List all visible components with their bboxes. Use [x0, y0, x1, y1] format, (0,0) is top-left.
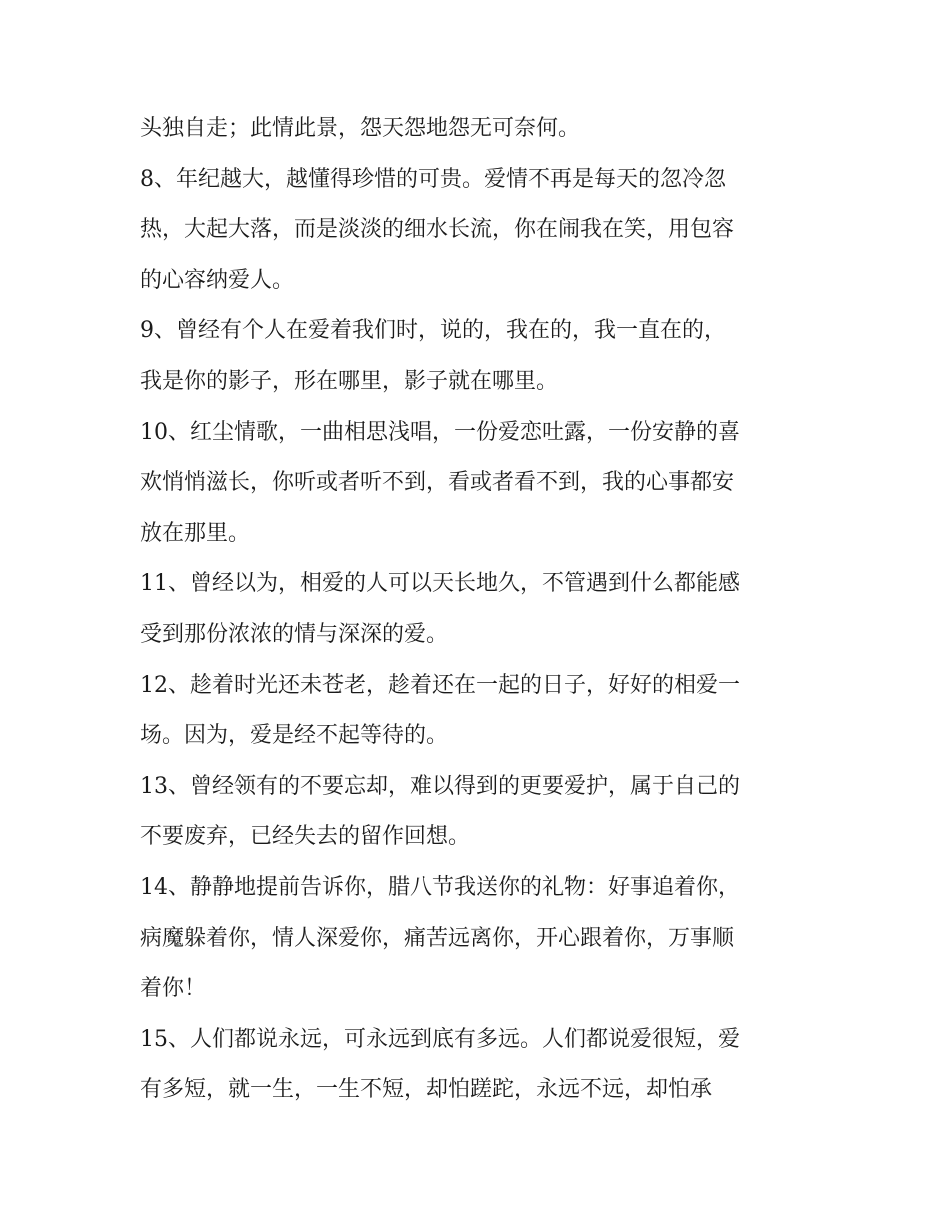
- text-line: 的心容纳爱人。: [140, 267, 295, 293]
- text-line: 欢悄悄滋长，你听或者听不到，看或者看不到，我的心事都安: [140, 470, 735, 496]
- text-line: 头独自走；此情此景，怨天怨地怨无可奈何。: [140, 116, 581, 141]
- text-line: 有多短，就一生，一生不短，却怕蹉跎，永远不远，却怕承: [140, 1077, 713, 1103]
- text-line: 不要废弃，已经失去的留作回想。: [140, 824, 471, 850]
- text-line: 14、静静地提前告诉你，腊八节我送你的礼物：好事追着你，: [140, 874, 740, 900]
- text-line: 15、人们都说永远，可永远到底有多远。人们都说爱很短，爱: [140, 1026, 740, 1052]
- text-line: 场。因为，爱是经不起等待的。: [140, 723, 449, 749]
- text-line: 受到那份浓浓的情与深深的爱。: [140, 621, 449, 647]
- text-line: 10、红尘情歌，一曲相思浅唱，一份爱恋吐露，一份安静的喜: [140, 419, 740, 445]
- text-line: 我是你的影子，形在哪里，影子就在哪里。: [140, 368, 559, 394]
- text-line: 放在那里。: [140, 520, 251, 546]
- text-line: 着你！: [140, 976, 207, 1002]
- document-body: [140, 104, 820, 1116]
- text-line: 12、趁着时光还未苍老，趁着还在一起的日子，好好的相爱一: [140, 672, 740, 698]
- text-line: 病魔躲着你，情人深爱你，痛苦远离你，开心跟着你，万事顺: [140, 925, 735, 951]
- text-line: 9、曾经有个人在爱着我们时，说的，我在的，我一直在的，: [140, 318, 726, 344]
- text-line: 11、曾经以为，相爱的人可以天长地久，不管遇到什么都能感: [140, 571, 740, 597]
- text-line: 热，大起大落，而是淡淡的细水长流，你在闹我在笑，用包容: [140, 217, 735, 243]
- text-line: 13、曾经领有的不要忘却，难以得到的更要爱护，属于自己的: [140, 773, 740, 799]
- text-line: 8、年纪越大，越懂得珍惜的可贵。爱情不再是每天的忽冷忽: [140, 166, 726, 192]
